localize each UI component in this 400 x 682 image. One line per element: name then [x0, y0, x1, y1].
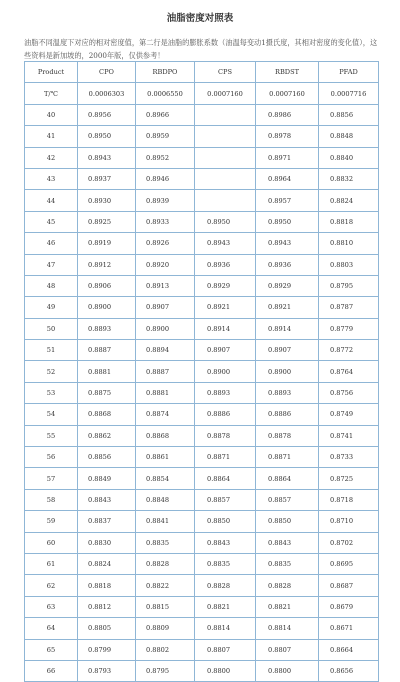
table-row	[25, 318, 379, 339]
density-cell: 0.8952	[136, 147, 195, 168]
density-cell: 0.8795	[319, 275, 379, 296]
density-cell: 0.8856	[319, 104, 379, 125]
density-cell: 0.8919	[78, 233, 136, 254]
density-cell: 0.8971	[256, 147, 319, 168]
table-row	[25, 211, 379, 232]
density-cell: 0.8929	[195, 275, 256, 296]
density-cell: 0.8824	[319, 190, 379, 211]
density-cell: 0.8824	[78, 553, 136, 574]
density-cell: 0.8914	[256, 318, 319, 339]
density-cell: 0.8687	[319, 575, 379, 596]
table-row	[25, 254, 379, 275]
density-cell: 0.8936	[256, 254, 319, 275]
header-cell: PFAD	[319, 62, 379, 83]
density-cell: 0.8849	[78, 468, 136, 489]
density-cell: 0.8878	[195, 425, 256, 446]
density-cell: 0.8857	[256, 489, 319, 510]
temperature-cell: 61	[25, 553, 78, 574]
density-cell: 0.8828	[256, 575, 319, 596]
temperature-cell: 65	[25, 639, 78, 660]
density-cell: 0.8907	[195, 340, 256, 361]
temperature-cell: 64	[25, 618, 78, 639]
temperature-cell: 59	[25, 511, 78, 532]
density-cell: 0.8959	[136, 126, 195, 147]
density-cell: 0.8795	[136, 660, 195, 681]
temperature-cell: 52	[25, 361, 78, 382]
density-cell: 0.8848	[136, 489, 195, 510]
density-cell: 0.8848	[319, 126, 379, 147]
density-cell: 0.8800	[256, 660, 319, 681]
density-cell: 0.8920	[136, 254, 195, 275]
density-cell: 0.8821	[256, 596, 319, 617]
density-cell: 0.8966	[136, 104, 195, 125]
density-cell: 0.8803	[319, 254, 379, 275]
density-cell: 0.8926	[136, 233, 195, 254]
density-cell: 0.8881	[136, 382, 195, 403]
density-cell: 0.8815	[136, 596, 195, 617]
density-cell: 0.8679	[319, 596, 379, 617]
density-cell: 0.8814	[256, 618, 319, 639]
temperature-cell: 60	[25, 532, 78, 553]
temperature-cell: 42	[25, 147, 78, 168]
density-cell: 0.8868	[136, 425, 195, 446]
header-row	[25, 62, 379, 83]
temperature-cell: 47	[25, 254, 78, 275]
table-row	[25, 147, 379, 168]
density-cell: 0.8957	[256, 190, 319, 211]
table-row	[25, 340, 379, 361]
density-cell: 0.8832	[319, 168, 379, 189]
density-cell: 0.8900	[256, 361, 319, 382]
table-cell: 0.0007716	[319, 83, 379, 104]
density-cell: 0.8900	[136, 318, 195, 339]
density-cell: 0.8956	[78, 104, 136, 125]
page-title: 油脂密度对照表	[166, 13, 234, 24]
density-cell: 0.8810	[319, 233, 379, 254]
table-cell: 0.0007160	[195, 83, 256, 104]
density-cell: 0.8854	[136, 468, 195, 489]
density-cell: 0.8906	[78, 275, 136, 296]
density-table	[24, 61, 379, 682]
density-cell: 0.8864	[195, 468, 256, 489]
density-cell: 0.8868	[78, 404, 136, 425]
density-cell: 0.8881	[78, 361, 136, 382]
table-row	[25, 618, 379, 639]
density-cell: 0.8900	[195, 361, 256, 382]
density-cell: 0.8779	[319, 318, 379, 339]
density-cell: 0.8695	[319, 553, 379, 574]
density-cell: 0.8800	[195, 660, 256, 681]
temperature-cell: 46	[25, 233, 78, 254]
density-cell: 0.8850	[195, 511, 256, 532]
density-cell: 0.8822	[136, 575, 195, 596]
density-cell: 0.8741	[319, 425, 379, 446]
density-cell: 0.8943	[256, 233, 319, 254]
density-cell	[195, 126, 256, 147]
table-row	[25, 575, 379, 596]
density-cell: 0.8787	[319, 297, 379, 318]
table-row	[25, 553, 379, 574]
density-cell: 0.8805	[78, 618, 136, 639]
temperature-cell: 57	[25, 468, 78, 489]
table-cell: 0.0006303	[78, 83, 136, 104]
density-cell	[195, 104, 256, 125]
intro-paragraph: 油脂不同温度下对应的相对密度值，第二行是油脂的膨胀系数（油温每变动1摄氏度，其相对密度的变化值），这些资料是新加坡的，2000年版，仅供参考！	[24, 38, 378, 60]
density-cell: 0.8921	[256, 297, 319, 318]
density-cell: 0.8933	[136, 211, 195, 232]
density-cell: 0.8925	[78, 211, 136, 232]
table-row	[25, 425, 379, 446]
density-cell: 0.8725	[319, 468, 379, 489]
table-row	[25, 126, 379, 147]
table-row	[25, 468, 379, 489]
density-cell: 0.8821	[195, 596, 256, 617]
density-cell: 0.8835	[256, 553, 319, 574]
density-cell: 0.8814	[195, 618, 256, 639]
temperature-cell: 53	[25, 382, 78, 403]
density-cell: 0.8837	[78, 511, 136, 532]
density-cell: 0.8772	[319, 340, 379, 361]
density-cell: 0.8986	[256, 104, 319, 125]
density-cell: 0.8886	[256, 404, 319, 425]
density-cell: 0.8871	[195, 447, 256, 468]
density-cell: 0.8830	[78, 532, 136, 553]
table-row	[25, 447, 379, 468]
density-cell: 0.8871	[256, 447, 319, 468]
density-cell: 0.8807	[195, 639, 256, 660]
density-cell: 0.8841	[136, 511, 195, 532]
density-cell: 0.8809	[136, 618, 195, 639]
table-cell: T/℃	[25, 83, 78, 104]
density-cell: 0.8950	[256, 211, 319, 232]
density-cell: 0.8864	[256, 468, 319, 489]
density-cell: 0.8793	[78, 660, 136, 681]
density-cell: 0.8812	[78, 596, 136, 617]
density-cell: 0.8818	[78, 575, 136, 596]
temperature-cell: 55	[25, 425, 78, 446]
density-cell: 0.8828	[195, 575, 256, 596]
density-cell	[195, 147, 256, 168]
density-cell: 0.8818	[319, 211, 379, 232]
density-cell: 0.8856	[78, 447, 136, 468]
density-cell: 0.8807	[256, 639, 319, 660]
density-cell: 0.8840	[319, 147, 379, 168]
temperature-cell: 48	[25, 275, 78, 296]
table-row	[25, 404, 379, 425]
density-cell: 0.8943	[195, 233, 256, 254]
density-cell: 0.8756	[319, 382, 379, 403]
density-cell: 0.8900	[78, 297, 136, 318]
density-cell: 0.8907	[136, 297, 195, 318]
table-row	[25, 382, 379, 403]
density-cell: 0.8764	[319, 361, 379, 382]
density-cell: 0.8921	[195, 297, 256, 318]
temperature-cell: 40	[25, 104, 78, 125]
density-cell: 0.8939	[136, 190, 195, 211]
density-cell: 0.8671	[319, 618, 379, 639]
header-cell: CPO	[78, 62, 136, 83]
table-cell: 0.0006550	[136, 83, 195, 104]
density-cell: 0.8929	[256, 275, 319, 296]
table-row	[25, 190, 379, 211]
density-cell: 0.8978	[256, 126, 319, 147]
density-cell: 0.8799	[78, 639, 136, 660]
density-cell: 0.8894	[136, 340, 195, 361]
density-cell: 0.8893	[78, 318, 136, 339]
density-cell: 0.8861	[136, 447, 195, 468]
table-row	[25, 104, 379, 125]
density-cell: 0.8749	[319, 404, 379, 425]
temperature-cell: 66	[25, 660, 78, 681]
density-cell: 0.8936	[195, 254, 256, 275]
density-cell: 0.8914	[195, 318, 256, 339]
table-row	[25, 275, 379, 296]
temperature-cell: 45	[25, 211, 78, 232]
density-cell: 0.8843	[256, 532, 319, 553]
table-row	[25, 511, 379, 532]
temperature-cell: 43	[25, 168, 78, 189]
header-cell: RBDPO	[136, 62, 195, 83]
temperature-cell: 54	[25, 404, 78, 425]
table-row	[25, 168, 379, 189]
density-cell: 0.8886	[195, 404, 256, 425]
density-cell: 0.8943	[78, 147, 136, 168]
table-body	[25, 83, 379, 682]
density-cell: 0.8862	[78, 425, 136, 446]
density-cell: 0.8907	[256, 340, 319, 361]
temperature-cell: 56	[25, 447, 78, 468]
density-cell: 0.8802	[136, 639, 195, 660]
header-cell: RBDST	[256, 62, 319, 83]
header-cell: Product	[25, 62, 78, 83]
density-cell: 0.8835	[136, 532, 195, 553]
density-cell: 0.8718	[319, 489, 379, 510]
density-cell: 0.8828	[136, 553, 195, 574]
density-cell: 0.8893	[195, 382, 256, 403]
table-row	[25, 233, 379, 254]
density-cell: 0.8656	[319, 660, 379, 681]
table-row	[25, 596, 379, 617]
density-cell: 0.8887	[78, 340, 136, 361]
table-row	[25, 639, 379, 660]
density-cell: 0.8850	[256, 511, 319, 532]
temperature-cell: 63	[25, 596, 78, 617]
density-cell: 0.8950	[78, 126, 136, 147]
density-cell: 0.8930	[78, 190, 136, 211]
density-cell: 0.8710	[319, 511, 379, 532]
temperature-cell: 51	[25, 340, 78, 361]
density-cell	[195, 168, 256, 189]
density-cell: 0.8835	[195, 553, 256, 574]
density-cell: 0.8857	[195, 489, 256, 510]
density-cell	[195, 190, 256, 211]
density-cell: 0.8702	[319, 532, 379, 553]
temperature-cell: 49	[25, 297, 78, 318]
density-cell: 0.8843	[195, 532, 256, 553]
density-cell: 0.8887	[136, 361, 195, 382]
temperature-cell: 41	[25, 126, 78, 147]
table-row	[25, 297, 379, 318]
density-cell: 0.8946	[136, 168, 195, 189]
table-row	[25, 532, 379, 553]
temperature-cell: 50	[25, 318, 78, 339]
density-cell: 0.8664	[319, 639, 379, 660]
temperature-cell: 44	[25, 190, 78, 211]
density-cell: 0.8950	[195, 211, 256, 232]
temperature-cell: 62	[25, 575, 78, 596]
table-cell: 0.0007160	[256, 83, 319, 104]
table-row	[25, 361, 379, 382]
density-cell: 0.8913	[136, 275, 195, 296]
temperature-cell: 58	[25, 489, 78, 510]
density-cell: 0.8875	[78, 382, 136, 403]
density-cell: 0.8937	[78, 168, 136, 189]
density-cell: 0.8964	[256, 168, 319, 189]
density-cell: 0.8843	[78, 489, 136, 510]
density-cell: 0.8878	[256, 425, 319, 446]
expansion-coefficient-row	[25, 83, 379, 104]
table-row	[25, 660, 379, 681]
header-cell: CPS	[195, 62, 256, 83]
density-cell: 0.8893	[256, 382, 319, 403]
table-row	[25, 489, 379, 510]
density-cell: 0.8912	[78, 254, 136, 275]
density-cell: 0.8874	[136, 404, 195, 425]
density-cell: 0.8733	[319, 447, 379, 468]
